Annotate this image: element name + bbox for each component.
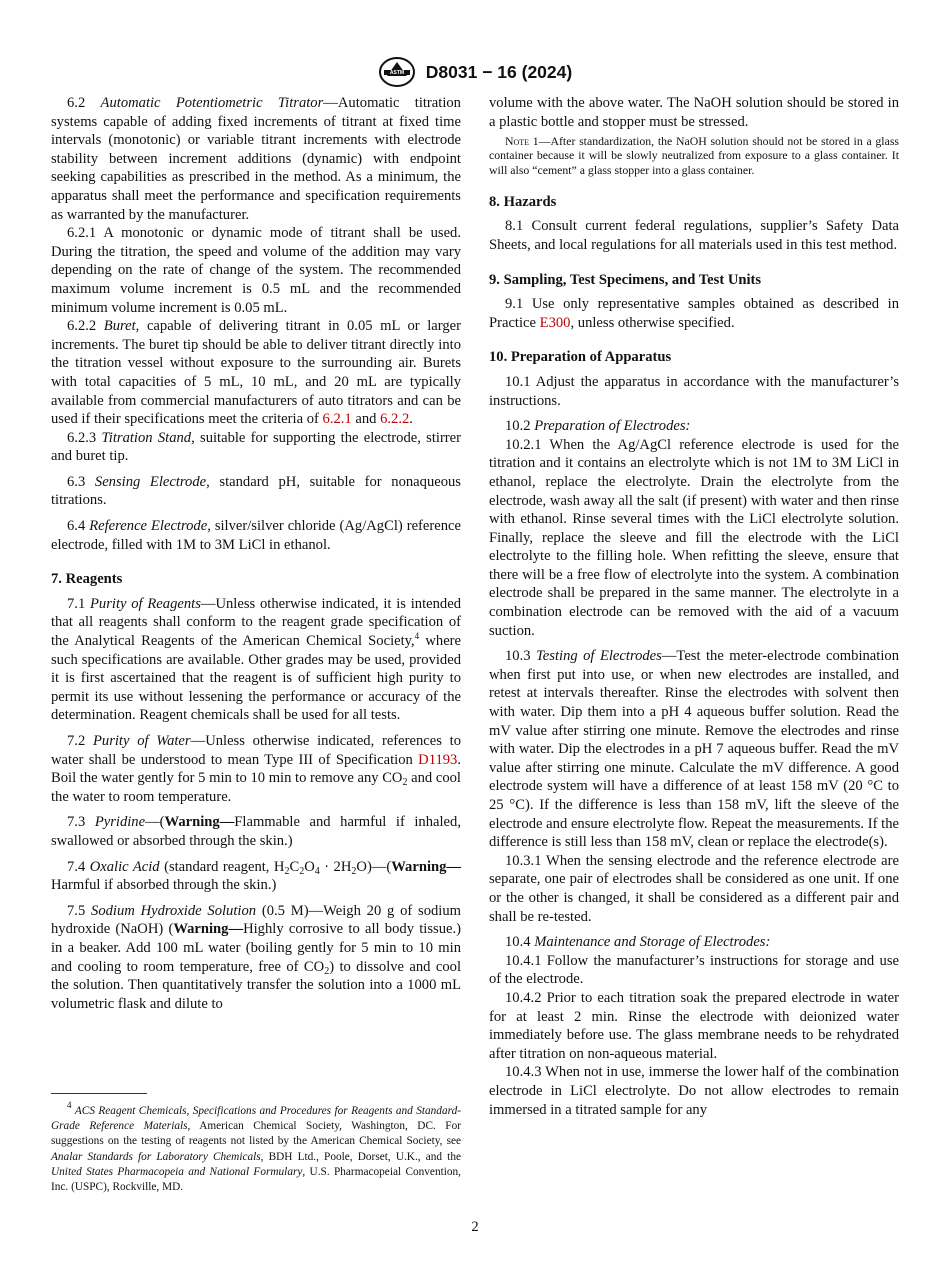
section-7-5: 7.5 Sodium Hydroxide Solution (0.5 M)—Weigh 20 g of sodium hydroxide (NaOH) (Warning—Highly corrosive to all body tissue.) in a beaker. Add 100 mL water (boiling gently for 5 min to 10 min and cooling to room temperature, free of $CO_2$) to dissolve and cool the solution. Then quantitatively transfer the solution into a 1000 mL volumetric flask and dilute to [51,902,461,1012]
section-10-4: 10.4 Maintenance and Storage of Electrodes: [505,934,771,951]
section-7-3: 7.3 Pyridine—(Warning—Flammable and harmful if inhaled, swallowed or absorbed through the skin.) [51,814,461,849]
section-7-heading: 7. Reagents [51,571,123,588]
astm-logo-icon [378,56,416,88]
section-10-heading: 10. Preparation of Apparatus [489,349,672,366]
left-column [51,94,461,1013]
section-7-1: 7.1 Purity of Reagents—Unless otherwise indicated, it is intended that all reagents shall conform to the reagent grade specification of the Analytical Reagents of the American Chemical Society,$^4$ where such specifications are available. Other grades may be used, provided it is first ascertained that the reagent is of sufficient high purity to permit its use without lessening the performance or accuracy of the determination. Reagent chemicals shall be used for all tests. [51,595,462,724]
footnote-4: $^4$ ACS Reagent Chemicals, Specifications and Procedures for Reagents and Standard-Grade Reference Materials, American Chemical Society, Washington, DC. For suggestions on the testing of reagents not listed by the American Chemical Society, see Analar Standards for Laboratory Chemicals, BDH Ltd., Poole, Dorset, U.K., and the United States Pharmacopeia and National Formulary, U.S. Pharmacopeial Convention, Inc. (USPC), Rockville, MD. [51,1100,461,1194]
section-10-2: 10.2 Preparation of Electrodes: [505,418,691,435]
link-d1193[interactable]: D1193 [418,751,458,768]
section-7-2: 7.2 Purity of Water—Unless otherwise indicated, references to water shall be understood to mean Type III of Specification D1193. Boil the water gently for 5 min to 10 min to remove any $CO_2$ and cool the water to room temperature. [51,733,461,805]
section-9-1: 9.1 Use only representative samples obtained as described in Practice E300, unless otherwise specified. [489,296,899,331]
section-7-5-continued: volume with the above water. The NaOH solution should be stored in a plastic bottle and stopper must be stressed. [489,95,899,130]
svg-text:ASTM: ASTM [389,70,404,77]
note-1: Note 1—After standardization, the NaOH solution should not be stored in a glass container because it will be slowly neutralized from exposure to a glass container. It will also “cement” a glass stopper into a glass container. [489,134,899,177]
section-6-3: 6.3 Sensing Electrode, standard pH, suitable for nonaqueous titrations. [51,473,461,509]
section-6-2: 6.2 Automatic Potentiometric Titrator—Automatic titration systems capable of adding fixed increments of titrant at fixed time intervals (monotonic) or variable titrant increments with electrode stability between increment additions (dynamic) with endpoint seeking capabilities as prescribed in the method. As a minimum, the apparatus shall meet the performance and specification requirements as warranted by the manufacturer. [51,95,461,223]
page-number: 2 [471,1219,479,1235]
section-8-heading: 8. Hazards [489,193,557,210]
section-6-2-2: 6.2.2 Buret, capable of delivering titrant in 0.05 mL or larger increments. The buret tip should be able to deliver titrant directly into the titration vessel without exposure to the surrounding air. Burets with total capacities of 5 mL, 10 mL, and 20 mL are typically available from commercial manufacturers of auto titrators and can be used if their specifications meet the criteria of 6.2.1 and 6.2.2. [51,318,461,428]
section-6-2-1: 6.2.1 A monotonic or dynamic mode of titrant shall be used. During the titration, the speed and volume of the addition may vary depending on the rate of change of the system. The recommended maximum volume increment is 0.5 mL and the recommended minimum volume increment is 0.05 mL. [51,225,461,316]
section-9-heading: 9. Sampling, Test Specimens, and Test Units [489,271,762,288]
section-10-4-1: 10.4.1 Follow the manufacturer’s instructions for storage and use of the electrode. [489,952,899,988]
section-6-2-3: 6.2.3 Titration Stand, suitable for supporting the electrode, stirrer and buret tip. [51,429,461,465]
section-10-4-3: 10.4.3 When not in use, immerse the lower half of the combination electrode in LiCl electrolyte. Do not allow electrodes to remain immersed in a titrated sample for any [489,1064,899,1118]
footnote-ref-4[interactable]: 4 [414,631,420,642]
link-e300[interactable]: E300 [539,314,571,331]
page-header [0,56,950,88]
document-id: D8031 − 16 (2024) [425,61,573,82]
section-8-1: 8.1 Consult current federal regulations, supplier’s Safety Data Sheets, and local regulations for all materials used in this test method. [489,218,899,253]
section-10-3-1: 10.3.1 When the sensing electrode and the reference electrode are separate, one pair of electrodes shall be considered as one unit. If one or the other is changed, it shall be considered as a different pair and shall be re-tested. [489,852,899,925]
section-10-3: 10.3 Testing of Electrodes—Test the meter-electrode combination when first put into use, or when new electrodes are installed, and retest at intervals thereafter. Rinse the electrodes with solvent then with water. Dip them into a pH 4 aqueous buffer solution. Read the mV value after stirring one minute. Remove the electrodes and rinse with water. Dip the electrodes in a pH 7 aqueous buffer. Read the mV value after stirring one minute. Calculate the mV difference. A good electrode system will have a difference of at least 158 mV (20 °C to 25 °C). If the difference is less than 158 mV, lift the sleeve of the electrode and ensure electrolyte flow. Repeat the measurements. If the difference is still less than 158 mV, clean or replace the electrode(s). [489,648,899,851]
section-10-4-2: 10.4.2 Prior to each titration soak the prepared electrode in water for at least 2 min. Rinse the electrode with deionized water immediately before use. The glass membrane needs to be rehydrated after titration on non-aqueous material. [489,989,899,1062]
section-7-4: 7.4 Oxalic Acid (standard reagent, $H_2C_2O_4$ · $2H_2O)—(Warning—Harmful$ if absorbed through the skin.) [51,858,462,894]
section-10-1: 10.1 Adjust the apparatus in accordance with the manufacturer’s instructions. [489,373,899,409]
link-6-2-1[interactable]: 6.2.1 [322,411,352,428]
link-6-2-2[interactable]: 6.2.2 [380,411,410,428]
section-6-4: 6.4 Reference Electrode, silver/silver chloride (Ag/AgCl) reference electrode, filled with 1M to 3M LiCl in ethanol. [51,518,461,553]
section-10-2-1: 10.2.1 When the Ag/AgCl reference electrode is used for the titration and it contains an electrolyte which is not 1M to 3M LiCl in ethanol, replace the electrolyte. Drain the electrolyte from the electrode, wash away all the salt (if present) with water and then rinse with ethanol. Rinse several times with the LiCl electrolyte solution. Finally, replace the sleeve and fill the electrode with the LiCl electrolyte to the filling hole. When refitting the sleeve, ensure that there will be a free flow of electrolyte into the system. A combination electrode shall be prepared in the same manner. The electrolyte in a combination electrode can be removed with the aid of a vacuum suction. [489,436,899,639]
right-column [489,94,899,1119]
footnote-divider [51,1093,147,1094]
